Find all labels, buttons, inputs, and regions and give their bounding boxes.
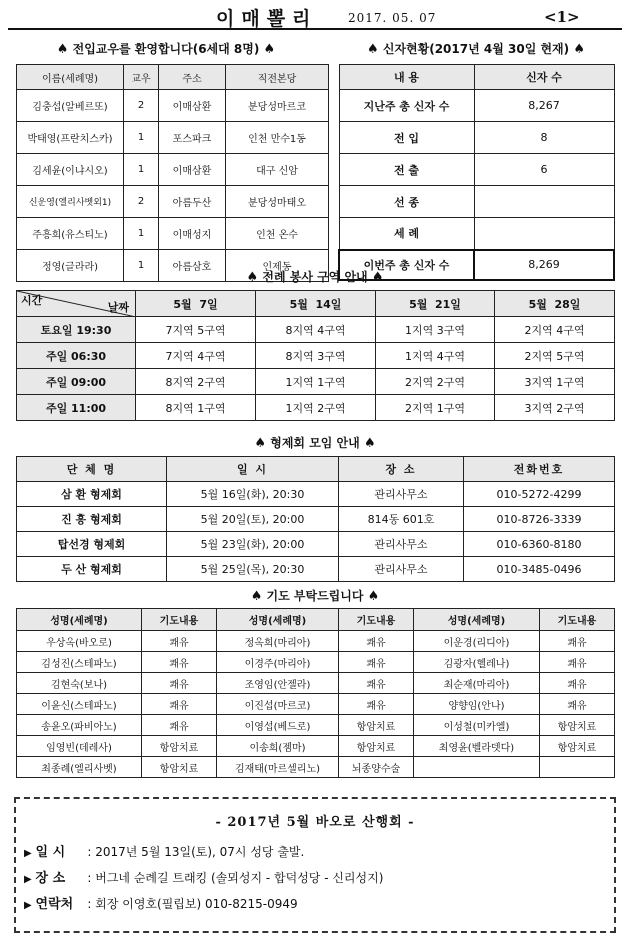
person-name: 양향임(안나)	[414, 694, 540, 715]
prayer-intention: 항암치료	[339, 715, 414, 736]
table-row	[339, 154, 614, 186]
brothers-title: 형제회 모임 안내	[270, 436, 360, 450]
newsletter-title: 이매뽈리	[216, 8, 318, 30]
service-area: 7지역 5구역	[136, 317, 256, 343]
spade-icon: ♠	[367, 42, 379, 57]
date-header: 5월 28일	[495, 291, 615, 317]
table-row	[17, 218, 329, 250]
person-name: 이경주(마리아)	[217, 652, 339, 673]
column-header: 주소	[159, 65, 226, 90]
member-count: 1	[124, 122, 159, 154]
column-header: 일 시	[167, 457, 339, 482]
spade-icon: ♠	[246, 270, 259, 285]
meeting-datetime: 5월 25일(목), 20:30	[167, 557, 339, 582]
pilgrimage-line-contact	[24, 893, 604, 912]
service-area: 8지역 2구역	[136, 369, 256, 395]
table-row	[17, 482, 615, 507]
service-area: 3지역 2구역	[495, 395, 615, 421]
prayer-intention: 쾌유	[540, 694, 615, 715]
spade-icon: ♠	[367, 589, 380, 604]
prayer-intention: 쾌유	[540, 652, 615, 673]
table-row	[17, 757, 615, 778]
prayer-intention: 쾌유	[540, 631, 615, 652]
prayer-intention: 쾌유	[142, 673, 217, 694]
previous-parish: 분당성마르코	[226, 90, 329, 122]
table-row	[17, 317, 615, 343]
meeting-place: 관리사무소	[339, 532, 464, 557]
prayer-intention: 쾌유	[142, 652, 217, 673]
prayer-intention: 쾌유	[339, 673, 414, 694]
spade-icon: ♠	[56, 42, 69, 57]
pilgrimage-value: 회장 이영호(필립보) 010-8215-0949	[95, 897, 298, 911]
believers-table	[338, 64, 615, 281]
column-header: 기도내용	[142, 609, 217, 631]
person-name	[414, 757, 540, 778]
service-area: 2지역 1구역	[376, 395, 495, 421]
service-area: 1지역 3구역	[376, 317, 495, 343]
person-name: 정옥희(마리아)	[217, 631, 339, 652]
member-count: 2	[124, 90, 159, 122]
table-row	[17, 557, 615, 582]
column-header: 단 체 명	[17, 457, 167, 482]
stat-value: 8,267	[474, 90, 614, 122]
prayer-intention: 쾌유	[142, 715, 217, 736]
group-name: 삼 환 형제회	[17, 482, 167, 507]
stat-label: 전 입	[339, 122, 474, 154]
meeting-datetime: 5월 20일(토), 20:00	[167, 507, 339, 532]
contact-phone: 010-8726-3339	[464, 507, 615, 532]
member-address: 이매삼환	[159, 90, 226, 122]
column-header: 장 소	[339, 457, 464, 482]
column-header: 신자 수	[474, 65, 614, 90]
prayer-intention: 항암치료	[142, 757, 217, 778]
prayer-intention: 뇌종양수술	[339, 757, 414, 778]
separator: :	[87, 871, 92, 885]
stat-value: 8	[474, 122, 614, 154]
column-header: 기도내용	[339, 609, 414, 631]
corner-date-label: 날짜	[107, 301, 129, 314]
mass-time: 주일 09:00	[17, 369, 136, 395]
meeting-place: 관리사무소	[339, 557, 464, 582]
table-row	[17, 395, 615, 421]
person-name: 임영빈(데레사)	[17, 736, 142, 757]
column-header: 성명(세례명)	[217, 609, 339, 631]
group-name: 탑선경 형제회	[17, 532, 167, 557]
member-name: 김세윤(이냐시오)	[17, 154, 124, 186]
spade-icon: ♠	[371, 270, 384, 285]
previous-parish: 인천 온수	[226, 218, 329, 250]
header	[8, 4, 622, 30]
member-address: 포스파크	[159, 122, 226, 154]
stat-label: 선 종	[339, 186, 474, 218]
table-row	[17, 715, 615, 736]
person-name: 우상옥(바오로)	[17, 631, 142, 652]
table-row	[339, 218, 614, 250]
column-header: 교우	[124, 65, 159, 90]
stat-value	[474, 218, 614, 250]
table-row	[17, 736, 615, 757]
spade-icon: ♠	[254, 436, 267, 451]
mass-time: 주일 06:30	[17, 343, 136, 369]
prayer-table	[16, 608, 615, 778]
person-name: 이성철(미카엘)	[414, 715, 540, 736]
believers-section-title	[338, 40, 614, 57]
prayer-intention: 쾌유	[540, 673, 615, 694]
believers-title: 신자현황(2017년 4월 30일 현재)	[382, 42, 570, 56]
service-area: 7지역 4구역	[136, 343, 256, 369]
column-header: 전화번호	[464, 457, 615, 482]
member-address: 이매삼환	[159, 154, 226, 186]
stat-label: 지난주 총 신자 수	[339, 90, 474, 122]
pilgrimage-label: 장 소	[35, 871, 66, 886]
welcome-title: 전입교우를 환영합니다(6세대 8명)	[72, 42, 260, 56]
column-header: 직전본당	[226, 65, 329, 90]
previous-parish: 대구 신암	[226, 154, 329, 186]
member-count: 1	[124, 250, 159, 282]
contact-phone: 010-6360-8180	[464, 532, 615, 557]
page-number: <1>	[544, 8, 580, 26]
prayer-intention: 쾌유	[339, 631, 414, 652]
service-title: 전례 봉사 구역 안내	[262, 270, 368, 284]
table-row	[17, 652, 615, 673]
person-name: 이운경(리디아)	[414, 631, 540, 652]
prayer-intention: 쾌유	[339, 652, 414, 673]
pilgrimage-label: 일 시	[35, 845, 66, 860]
date-header: 5월 21일	[376, 291, 495, 317]
person-name: 김재태(마르셀리노)	[217, 757, 339, 778]
table-row	[339, 122, 614, 154]
contact-phone: 010-5272-4299	[464, 482, 615, 507]
stat-label: 이번주 총 신자 수	[339, 250, 474, 280]
pilgrimage-value: 2017년 5월 13일(토), 07시 성당 출발.	[95, 845, 305, 859]
group-name: 두 산 형제회	[17, 557, 167, 582]
person-name: 최영윤(벨라뎃다)	[414, 736, 540, 757]
arrow-icon: ▶	[24, 848, 32, 859]
time-date-corner	[17, 291, 136, 317]
date-header: 5월 7일	[136, 291, 256, 317]
prayer-section-title	[16, 587, 614, 604]
prayer-intention: 항암치료	[339, 736, 414, 757]
column-header: 성명(세례명)	[17, 609, 142, 631]
member-address: 아름두산	[159, 186, 226, 218]
person-name: 이송희(젬마)	[217, 736, 339, 757]
member-name: 주흥희(유스티노)	[17, 218, 124, 250]
prayer-intention: 쾌유	[339, 694, 414, 715]
prayer-intention: 항암치료	[540, 715, 615, 736]
table-row	[17, 90, 329, 122]
meeting-place: 관리사무소	[339, 482, 464, 507]
issue-date: 2017. 05. 07	[348, 11, 437, 25]
service-area: 3지역 1구역	[495, 369, 615, 395]
prayer-intention: 쾌유	[142, 694, 217, 715]
table-row	[17, 631, 615, 652]
group-name: 진 흥 형제회	[17, 507, 167, 532]
table-row	[339, 186, 614, 218]
person-name: 최종례(엘리사벳)	[17, 757, 142, 778]
pilgrimage-line-date	[24, 841, 604, 860]
service-section-title	[16, 268, 614, 285]
table-row	[17, 694, 615, 715]
column-header: 성명(세례명)	[414, 609, 540, 631]
service-area: 1지역 1구역	[256, 369, 376, 395]
table-row	[17, 532, 615, 557]
spade-icon: ♠	[263, 42, 276, 57]
separator: :	[87, 897, 92, 911]
welcome-section-title	[16, 40, 316, 57]
member-name: 김충섭(알베르또)	[17, 90, 124, 122]
mass-time: 주일 11:00	[17, 395, 136, 421]
pilgrimage-line-place	[24, 867, 604, 886]
member-address: 이매성지	[159, 218, 226, 250]
pilgrimage-title: - 2017년 5월 바오로 산행회 -	[215, 815, 415, 830]
stat-label: 세 례	[339, 218, 474, 250]
stat-label: 전 출	[339, 154, 474, 186]
contact-phone: 010-3485-0496	[464, 557, 615, 582]
service-area: 8지역 4구역	[256, 317, 376, 343]
service-area: 2지역 4구역	[495, 317, 615, 343]
person-name: 이윤신(스테파노)	[17, 694, 142, 715]
welcome-table	[16, 64, 329, 282]
column-header: 이름(세례명)	[17, 65, 124, 90]
pilgrimage-box	[14, 797, 616, 933]
member-count: 1	[124, 154, 159, 186]
prayer-intention	[540, 757, 615, 778]
corner-time-label: 시간	[21, 294, 43, 307]
table-row	[17, 186, 329, 218]
table-row	[17, 507, 615, 532]
stat-value	[474, 186, 614, 218]
brothers-section-title	[16, 434, 614, 451]
table-row	[339, 90, 614, 122]
person-name: 이진섭(마르코)	[217, 694, 339, 715]
table-row	[17, 122, 329, 154]
service-table	[16, 290, 615, 421]
table-row	[17, 673, 615, 694]
previous-parish: 분당성마태오	[226, 186, 329, 218]
pilgrimage-value: 버그네 순례길 트래킹 (솔뫼성지 - 합덕성당 - 신리성지)	[95, 871, 384, 885]
person-name: 이영섭(베드로)	[217, 715, 339, 736]
spade-icon: ♠	[363, 436, 376, 451]
person-name: 김광자(헬레나)	[414, 652, 540, 673]
date-header: 5월 14일	[256, 291, 376, 317]
service-area: 2지역 5구역	[495, 343, 615, 369]
stat-value: 8,269	[474, 250, 614, 280]
stat-value: 6	[474, 154, 614, 186]
pilgrimage-label: 연락처	[35, 897, 74, 912]
person-name: 최순재(마리아)	[414, 673, 540, 694]
header-rule	[8, 28, 622, 30]
person-name: 김성진(스테파노)	[17, 652, 142, 673]
service-area: 8지역 1구역	[136, 395, 256, 421]
mass-time: 토요일 19:30	[17, 317, 136, 343]
member-count: 2	[124, 186, 159, 218]
column-header: 기도내용	[540, 609, 615, 631]
member-name: 박태영(프란치스카)	[17, 122, 124, 154]
meeting-datetime: 5월 23일(화), 20:00	[167, 532, 339, 557]
column-header: 내 용	[339, 65, 474, 90]
person-name: 조영임(안젤라)	[217, 673, 339, 694]
prayer-intention: 항암치료	[540, 736, 615, 757]
service-area: 1지역 2구역	[256, 395, 376, 421]
member-address: 아름삼호	[159, 250, 226, 282]
table-row	[17, 343, 615, 369]
person-name: 김현숙(보나)	[17, 673, 142, 694]
member-count: 1	[124, 218, 159, 250]
member-name: 정영(글라라)	[17, 250, 124, 282]
table-row	[17, 369, 615, 395]
brothers-table	[16, 456, 615, 582]
member-name: 신운영(엘리사벳외1)	[17, 186, 124, 218]
arrow-icon: ▶	[24, 874, 32, 885]
previous-parish: 인제동	[226, 250, 329, 282]
service-area: 8지역 3구역	[256, 343, 376, 369]
person-name: 송윤오(파비아노)	[17, 715, 142, 736]
separator: :	[87, 845, 92, 859]
spade-icon: ♠	[573, 42, 585, 57]
meeting-datetime: 5월 16일(화), 20:30	[167, 482, 339, 507]
table-row	[17, 154, 329, 186]
prayer-intention: 쾌유	[142, 631, 217, 652]
service-area: 2지역 2구역	[376, 369, 495, 395]
spade-icon: ♠	[250, 589, 263, 604]
meeting-place: 814동 601호	[339, 507, 464, 532]
previous-parish: 인천 만수1동	[226, 122, 329, 154]
prayer-intention: 항암치료	[142, 736, 217, 757]
prayer-title: 기도 부탁드립니다	[266, 589, 364, 603]
service-area: 1지역 4구역	[376, 343, 495, 369]
arrow-icon: ▶	[24, 900, 32, 911]
